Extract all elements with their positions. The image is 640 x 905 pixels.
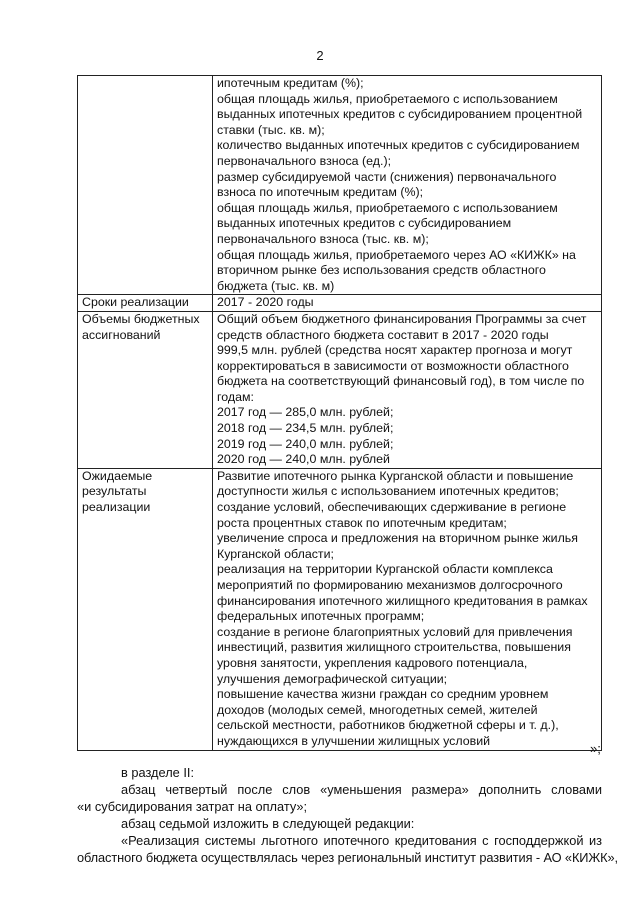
row-value-line: общая площадь жилья, приобретаемого с использованием — [217, 200, 558, 215]
row-value-line: создание в регионе благоприятных условий для привлечения — [217, 624, 573, 639]
row-value-line: взноса по ипотечным кредитам (%); — [217, 185, 424, 200]
row-value-line: федеральных ипотечных программ; — [217, 609, 425, 624]
row-value-line: повышение качества жизни граждан со средним уровнем — [217, 687, 549, 702]
row-label-cell — [78, 76, 213, 295]
table-row — [78, 468, 602, 750]
row-value-line: первоначального взноса (тыс. кв. м); — [217, 231, 429, 246]
row-value-line: общая площадь жилья, приобретаемого с использованием — [217, 91, 558, 106]
row-value-cell — [213, 76, 602, 295]
amendment-paragraph-4-line2: «и субсидирования затрат на оплату»; — [77, 799, 308, 814]
row-value-line: 2017 год — 285,0 млн. рублей; — [217, 405, 394, 420]
row-value-line: первоначального взноса (ед.); — [217, 153, 392, 168]
row-value-line: ставки (тыс. кв. м); — [217, 122, 325, 137]
row-label-cell — [78, 295, 213, 312]
row-label-cell — [78, 468, 213, 750]
row-value-line: финансирования ипотечного жилищного кредитования в рамках — [217, 593, 588, 608]
row-value-line: 2020 год — 240,0 млн. рублей — [217, 452, 390, 467]
row-label-cell — [78, 311, 213, 468]
row-value-line: нуждающихся в улучшении жилищных условий — [217, 733, 491, 748]
row-value-line: 2018 год — 234,5 млн. рублей; — [217, 421, 394, 436]
row-value-line: 2019 год — 240,0 млн. рублей; — [217, 436, 394, 451]
row-value-line: ипотечным кредитам (%); — [217, 76, 364, 90]
row-value-line: инвестиций, развития жилищного строительства, повышения — [217, 640, 571, 655]
row-value-line: общая площадь жилья, приобретаемого через АО «КИЖК» на — [217, 247, 576, 262]
row-value-cell — [213, 295, 602, 312]
row-label-line: Сроки реализации — [82, 295, 189, 310]
row-value-line: доступности жилья с использованием ипотечных кредитов; — [217, 484, 559, 499]
row-value-line: уровня занятости, укрепления кадрового потенциала, — [217, 655, 528, 670]
row-value-line: Развитие ипотечного рынка Курганской области и повышение — [217, 468, 574, 483]
row-value-line: выданных ипотечных кредитов с субсидированием процентной — [217, 107, 583, 122]
row-label-line: ассигнований — [82, 327, 161, 342]
row-value-line: роста процентных ставок по ипотечным кредитам; — [217, 515, 507, 530]
section-ii-paragraph: в разделе II: — [121, 765, 194, 780]
row-value-line: Курганской области; — [217, 546, 334, 561]
row-value-line: доходов (молодых семей, многодетных семей, жителей — [217, 702, 538, 717]
table-row — [78, 295, 602, 312]
row-label-line: реализации — [82, 500, 151, 515]
table-row — [78, 76, 602, 295]
row-value-line: средств областного бюджета составит в 2017 - 2020 годы — [217, 327, 549, 342]
row-value-line: вторичном рынке без использования средств областного — [217, 263, 546, 278]
row-value-line: бюджета на соответствующий финансовый год), в том числе по — [217, 374, 585, 389]
quoted-text-line2: областного бюджета осуществлялась через региональный институт развития - АО «КИЖК», — [77, 850, 618, 865]
row-value-line: сельской местности, работников бюджетной сферы и т. д.), — [217, 718, 559, 733]
amendment-paragraph-7: абзац седьмой изложить в следующей редакции: — [121, 816, 415, 831]
table-row — [78, 311, 602, 468]
page-number: 2 — [316, 48, 324, 63]
row-label-line: Ожидаемые — [82, 468, 153, 483]
amendment-paragraph-4-line1: абзац четвертый после слов «уменьшения размера» дополнить словами — [121, 782, 602, 797]
row-value-line: улучшения демографической ситуации; — [217, 671, 448, 686]
row-value-line: бюджета (тыс. кв. м) — [217, 278, 335, 293]
closing-quote: »; — [590, 741, 601, 756]
row-value-line: увеличение спроса и предложения на вторичном рынке жилья — [217, 531, 578, 546]
row-label-line: Объемы бюджетных — [82, 311, 200, 326]
row-value-line: количество выданных ипотечных кредитов с субсидированием — [217, 138, 580, 153]
row-value-line: реализация на территории Курганской области комплекса — [217, 562, 553, 577]
row-value-cell — [213, 311, 602, 468]
row-value-cell — [213, 468, 602, 750]
row-value-line: годам: — [217, 389, 254, 404]
row-value-line: 999,5 млн. рублей (средства носят характер прогноза и могут — [217, 343, 573, 358]
row-value-line: размер субсидируемой части (снижения) первоначального — [217, 169, 557, 184]
row-value-line: корректироваться в зависимости от возможности областного — [217, 358, 569, 373]
row-value-line: мероприятий по формированию механизмов долгосрочного — [217, 578, 563, 592]
row-value-line: создание условий, обеспечивающих сдерживание в регионе — [217, 500, 567, 515]
row-value-line: Общий объем бюджетного финансирования Программы за счет — [217, 311, 587, 326]
program-passport-table — [77, 75, 602, 751]
row-value-line: выданных ипотечных кредитов с субсидированием — [217, 216, 512, 231]
row-label-line: результаты — [82, 484, 147, 499]
row-value-line: 2017 - 2020 годы — [217, 295, 314, 310]
quoted-text-line1: «Реализация системы льготного ипотечного кредитования с господдержкой из — [121, 833, 602, 848]
